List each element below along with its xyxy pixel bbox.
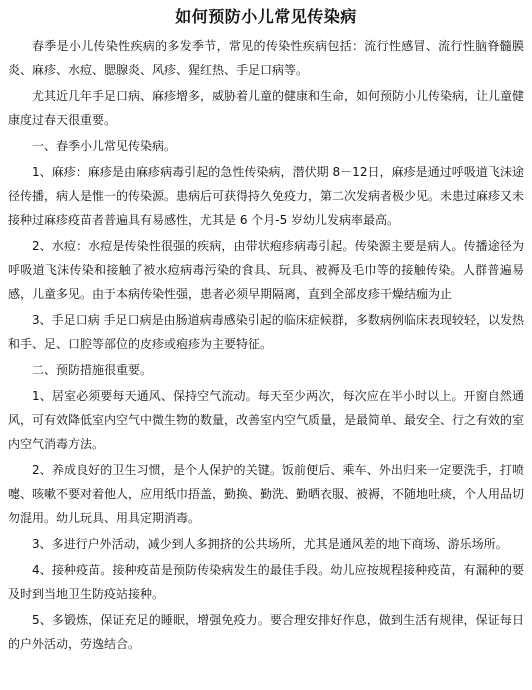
section-heading-prevention: 二、预防措施很重要。 <box>32 363 153 377</box>
section-heading-common-diseases: 一、春季小儿常见传染病。 <box>32 139 177 153</box>
paragraph-outdoor-activity: 3、多进行户外活动，减少到人多拥挤的公共场所，尤其是通风差的地下商场、游乐场所。 <box>32 537 508 551</box>
paragraph-intro: 春季是小儿传染性疾病的多发季节，常见的传染性疾病包括：流行性感冒、流行性脑脊髓膜炎、麻疹、水痘、腮腺炎、风疹、猩红热、手足口病等。 <box>8 39 524 77</box>
paragraph-hand-foot-mouth: 3、手足口病 手足口病是由肠道病毒感染引起的临床症候群，多数病例临床表现较轻，以发热和手、足、口腔等部位的皮疹或疱疹为主要特征。 <box>8 313 524 351</box>
paragraph-chickenpox: 2、水痘：水痘是传染性很强的疾病，由带状疱疹病毒引起。传染源主要是病人。传播途径为呼吸道飞沫传染和接触了被水痘病毒污染的食具、玩具、被褥及毛巾等的接触传染。人群普遍易感，儿童多见。由于本病传染性强，患者必须早期隔离，直到全部皮疹干燥结痂为止 <box>8 239 524 301</box>
paragraph-exercise: 5、多锻炼，保证充足的睡眠，增强免疫力。要合理安排好作息，做到生活有规律，保证每日的户外活动，劳逸结合。 <box>8 613 524 651</box>
paragraph-measles: 1、麻疹：麻疹是由麻疹病毒引起的急性传染病，潜伏期 8－12日，麻疹是通过呼吸道飞沫途径传播，病人是惟一的传染源。患病后可获得持久免疫力，第二次发病者极少见。未患过麻疹又未接种过麻疹疫苗者普遍具有易感性，尤其是 6 个月-5 岁幼儿发病率最高。 <box>8 165 525 227</box>
document-title: 如何预防小儿常见传染病 <box>175 7 357 26</box>
paragraph-ventilation: 1、居室必须要每天通风、保持空气流动。每天至少两次，每次应在半小时以上。开窗自然通风，可有效降低室内空气中微生物的数量，改善室内空气质量，是最简单、最安全、行之有效的室内空气消毒方法。 <box>8 389 525 451</box>
paragraph-vaccination: 4、接种疫苗。接种疫苗是预防传染病发生的最佳手段。幼儿应按规程接种疫苗，有漏种的要及时到当地卫生防疫站接种。 <box>8 563 524 601</box>
paragraph-hygiene: 2、养成良好的卫生习惯，是个人保护的关键。饭前便后、乘车、外出归来一定要洗手，打喷嚏、咳嗽不要对着他人，应用纸巾捂盖，勤换、勤洗、勤晒衣服、被褥，不随地吐痰，个人用品切勿混用。幼儿玩具、用具定期消毒。 <box>8 463 525 525</box>
paragraph-importance: 尤其近几年手足口病、麻疹增多，威胁着儿童的健康和生命，如何预防小儿传染病，让儿童健康度过春天很重要。 <box>8 89 525 127</box>
